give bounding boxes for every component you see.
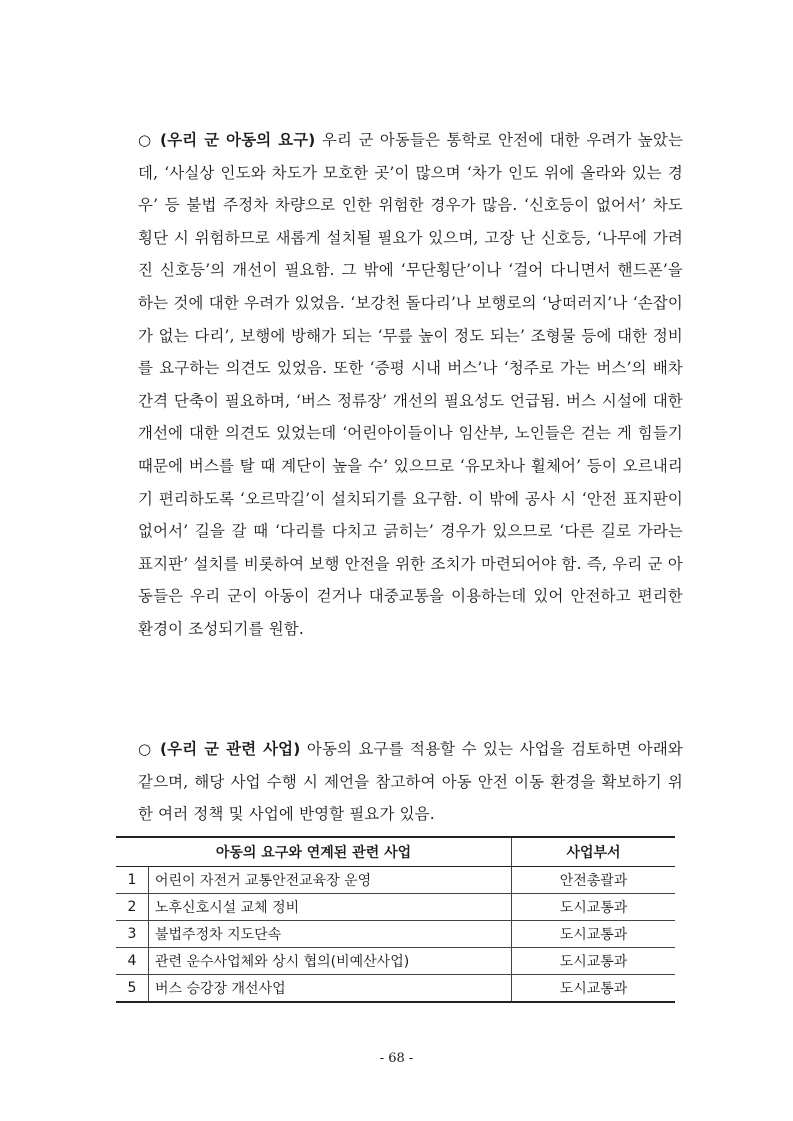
table-row [116, 921, 675, 948]
section-related-projects [138, 733, 683, 831]
section-heading: (우리 군 아동의 요구) [160, 131, 316, 149]
section-children-needs [138, 124, 683, 646]
row-project: 어린이 자전거 교통안전교육장 운영 [149, 867, 512, 894]
table-row [116, 867, 675, 894]
header-project: 아동의 요구와 연계된 관련 사업 [116, 837, 512, 867]
bullet-icon: ○ [138, 131, 152, 149]
row-number: 1 [116, 867, 149, 894]
row-dept: 도시교통과 [512, 948, 676, 975]
page-number: - 68 - [379, 1051, 414, 1066]
row-dept: 도시교통과 [512, 894, 676, 921]
row-dept: 도시교통과 [512, 975, 676, 1003]
header-dept: 사업부서 [512, 837, 676, 867]
row-project: 불법주정차 지도단속 [149, 921, 512, 948]
section-body: 우리 군 아동들은 통학로 안전에 대한 우려가 높았는데, ‘사실상 인도와 차도가 모호한 곳’이 많으며 ‘차가 인도 위에 올라와 있는 경우’ 등 불법 주정차 차량으로 인한 위험한 경우가 많음. ‘신호등이 없어서’ 차도 횡단 시 위험하므로 새롭게 설치될 필요가 있으며, 고장 난 신호등, ‘나무에 가려진 신호등’의 개선이 필요함. 그 밖에 ‘무단횡단’이나 ‘걸어 다니면서 핸드폰’을 하는 것에 대한 우려가 있었음. ‘보강천 돌다리’나 보행로의 ‘낭떠러지’나 ‘손잡이가 없는 다리’, 보행에 방해가 되는 ‘무릎 높이 정도 되는’ 조형물 등에 대한 정비를 요구하는 의견도 있었음. 또한 ‘증평 시내 버스’나 ‘청주로 가는 버스’의 배차 간격 단축이 필요하며, ‘버스 정류장’ 개선의 필요성도 언급됨. 버스 시설에 대한 개선에 대한 의견도 있었는데 ‘어린아이들이나 임산부, 노인들은 걷는 게 힘들기 때문에 버스를 탈 때 계단이 높을 수’ 있으므로 ‘유모차나 휠체어’ 등이 오르내리기 편리하도록 ‘오르막길’이 설치되기를 요구함. 이 밖에 공사 시 ‘안전 표지판이 없어서’ 길을 갈 때 ‘다리를 다치고 긁히는’ 경우가 있으므로 ‘다른 길로 가라는 표지판’ 설치를 비롯하여 보행 안전을 위한 조치가 마련되어야 함. 즉, 우리 군 아동들은 우리 군이 아동이 걷거나 대중교통을 이용하는데 있어 안전하고 편리한 환경이 조성되기를 원함. [138, 131, 684, 638]
row-number: 3 [116, 921, 149, 948]
section-body: 아동의 요구를 적용할 수 있는 사업을 검토하면 아래와 같으며, 해당 사업 수행 시 제언을 참고하여 아동 안전 이동 환경을 확보하기 위한 여러 정책 및 사업에 반영할 필요가 있음. [138, 740, 684, 824]
row-project: 노후신호시설 교체 정비 [149, 894, 512, 921]
related-projects-table [116, 836, 675, 1003]
row-number: 4 [116, 948, 149, 975]
row-number: 5 [116, 975, 149, 1003]
table-row [116, 894, 675, 921]
table-row [116, 975, 675, 1003]
section-heading: (우리 군 관련 사업) [160, 740, 301, 758]
bullet-icon: ○ [138, 740, 152, 758]
row-project: 버스 승강장 개선사업 [149, 975, 512, 1003]
table-row [116, 948, 675, 975]
row-dept: 도시교통과 [512, 921, 676, 948]
row-dept: 안전총괄과 [512, 867, 676, 894]
row-project: 관련 운수사업체와 상시 협의(비예산사업) [149, 948, 512, 975]
table-header-row [116, 837, 675, 867]
row-number: 2 [116, 894, 149, 921]
